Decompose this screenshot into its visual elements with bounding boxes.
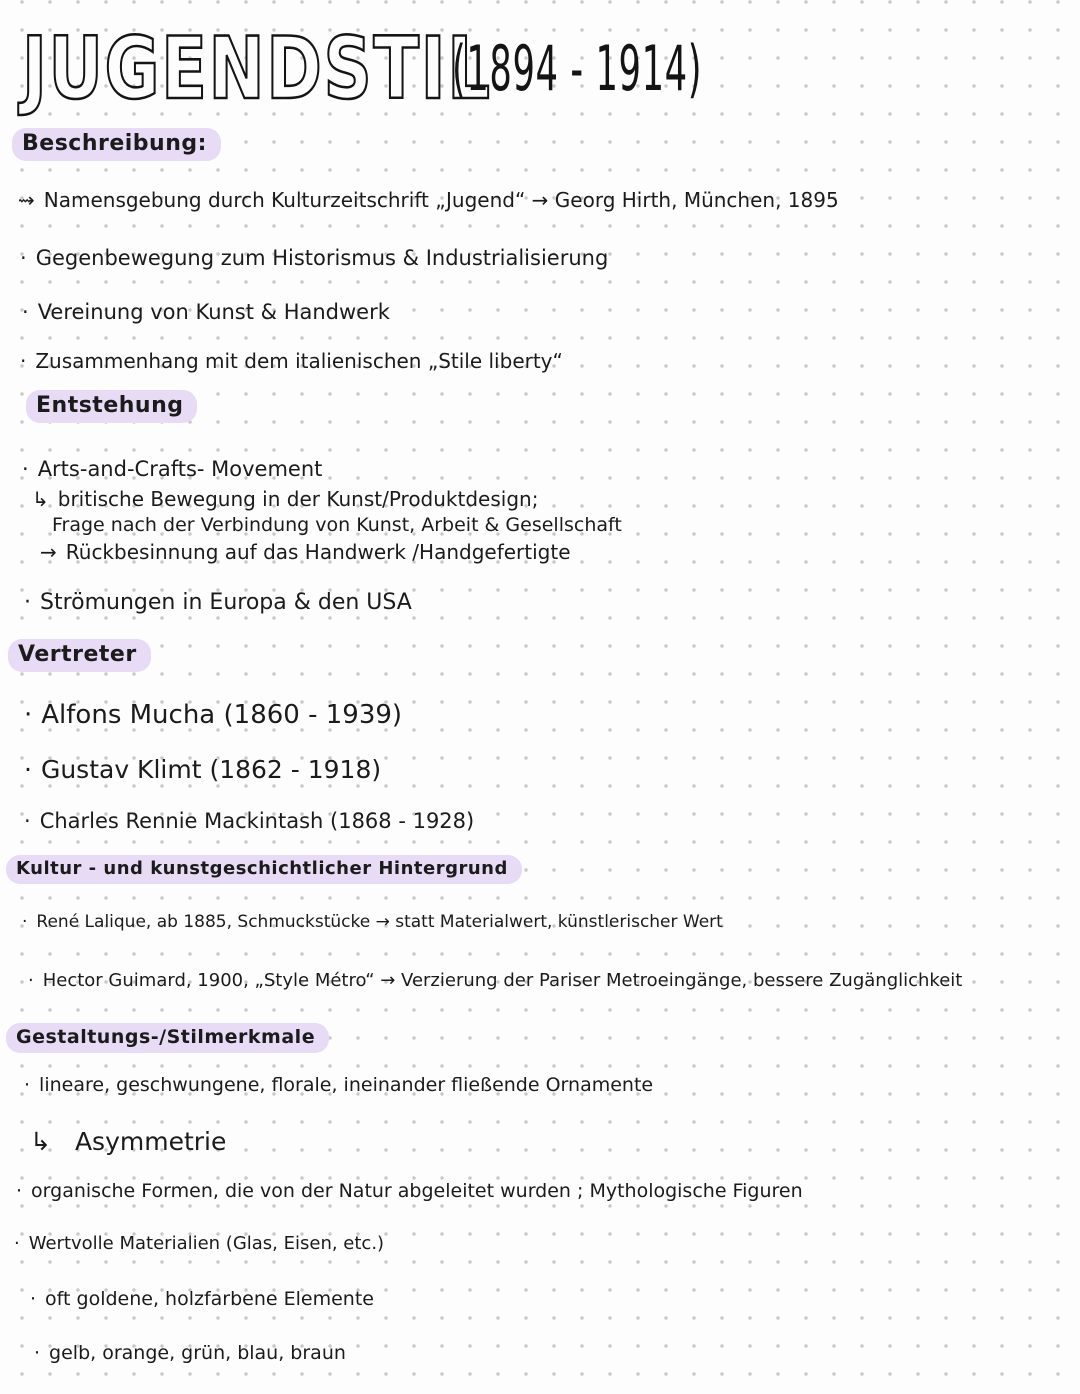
section-heading-label: Beschreibung:: [12, 128, 221, 161]
note-line: [52, 514, 622, 538]
note-line: [18, 188, 839, 213]
section-heading-label: Vertreter: [8, 639, 151, 672]
note-line-text: Gustav Klimt (1862 - 1918): [40, 755, 382, 784]
note-line-text: Vereinung von Kunst & Handwerk: [37, 300, 390, 324]
section-heading-stilmerkmale: [6, 1026, 329, 1050]
note-line-text: Zusammenhang mit dem italienischen „Stile liberty“: [35, 349, 563, 373]
bullet-marker: ·: [24, 1074, 31, 1096]
note-line-text: gelb, orange, grün, blau, braun: [49, 1342, 346, 1364]
section-heading-vertreter: [8, 641, 151, 669]
note-line-text: britische Bewegung in der Kunst/Produktdesign;: [57, 487, 539, 511]
bullet-marker: ·: [20, 349, 27, 373]
note-line-text: organische Formen, die von der Natur abgeleitet wurden ; Mythologische Figuren: [31, 1180, 803, 1202]
bullet-marker: ·: [24, 590, 31, 615]
note-line: [24, 754, 381, 785]
page-title: JUGENDSTIL: [22, 19, 492, 119]
section-heading-label: Kultur - und kunstgeschichtlicher Hintergrund: [6, 855, 522, 884]
note-line: [20, 245, 608, 271]
note-line: [22, 912, 723, 933]
page-title-dates: (1894 - 1914): [452, 32, 703, 105]
note-line-text: Rückbesinnung auf das Handwerk /Handgefertigte: [65, 540, 571, 564]
bullet-marker: ·: [16, 1180, 23, 1202]
bullet-marker: ·: [24, 809, 31, 833]
bullet-marker: ·: [34, 1342, 41, 1364]
note-line: [30, 1126, 226, 1157]
bullet-marker: ·: [28, 970, 34, 991]
note-line-text: Wertvolle Materialien (Glas, Eisen, etc.): [28, 1233, 385, 1254]
hook-arrow-marker: ↳: [30, 1127, 51, 1156]
note-line-text: Strömungen in Europa & den USA: [40, 590, 412, 615]
note-line: [40, 540, 571, 565]
right-arrow-marker: →: [40, 540, 57, 564]
note-line: [22, 456, 322, 482]
note-line: [22, 299, 390, 325]
note-line-text: Gegenbewegung zum Historismus & Industrialisierung: [35, 246, 609, 270]
note-line: [28, 970, 962, 993]
note-line-text: lineare, geschwungene, florale, ineinander fließende Ornamente: [39, 1074, 654, 1096]
note-line: [34, 1342, 346, 1366]
bullet-marker: ·: [22, 912, 28, 932]
note-line-text: Namensgebung durch Kulturzeitschrift „Jugend“ → Georg Hirth, München, 1895: [43, 188, 839, 212]
section-heading-entstehung: [26, 392, 197, 420]
note-line-text: Arts-and-Crafts- Movement: [37, 457, 323, 481]
note-line-text: Charles Rennie Mackintash (1868 - 1928): [39, 809, 475, 833]
note-line-text: René Lalique, ab 1885, Schmuckstücke → statt Materialwert, künstlerischer Wert: [36, 912, 723, 932]
bullet-marker: ·: [14, 1233, 20, 1254]
note-line-text: Frage nach der Verbindung von Kunst, Arbeit & Gesellschaft: [52, 514, 622, 536]
bullet-marker: ·: [22, 457, 29, 481]
note-line-text: Alfons Mucha (1860 - 1939): [41, 700, 403, 730]
hook-arrow-marker: ↳: [32, 487, 49, 511]
section-heading-label: Entstehung: [26, 390, 197, 423]
note-line: [16, 1180, 803, 1204]
section-heading-label: Gestaltungs-/Stilmerkmale: [6, 1023, 329, 1053]
note-line: [24, 589, 412, 617]
note-line-text: oft goldene, holzfarbene Elemente: [45, 1288, 374, 1310]
section-heading-beschreibung: [12, 130, 221, 158]
note-line: [30, 1288, 374, 1312]
wavy-arrow-marker: ⇝: [18, 188, 35, 212]
section-heading-hintergrund: [6, 858, 522, 881]
note-line: [14, 1233, 384, 1256]
bullet-marker: ·: [22, 300, 29, 324]
bullet-marker: ·: [30, 1288, 37, 1310]
bullet-marker: ·: [24, 755, 32, 784]
note-line: [24, 808, 474, 834]
note-line: [20, 349, 563, 374]
bullet-marker: ·: [24, 700, 33, 730]
note-line: [24, 1074, 653, 1098]
note-line: [32, 487, 538, 512]
note-line-text: Hector Guimard, 1900, „Style Métro“ → Verzierung der Pariser Metroeingänge, bessere Zugänglichkeit: [42, 970, 963, 991]
note-line: [24, 699, 402, 732]
note-line-text: Asymmetrie: [74, 1127, 227, 1156]
bullet-marker: ·: [20, 246, 27, 270]
